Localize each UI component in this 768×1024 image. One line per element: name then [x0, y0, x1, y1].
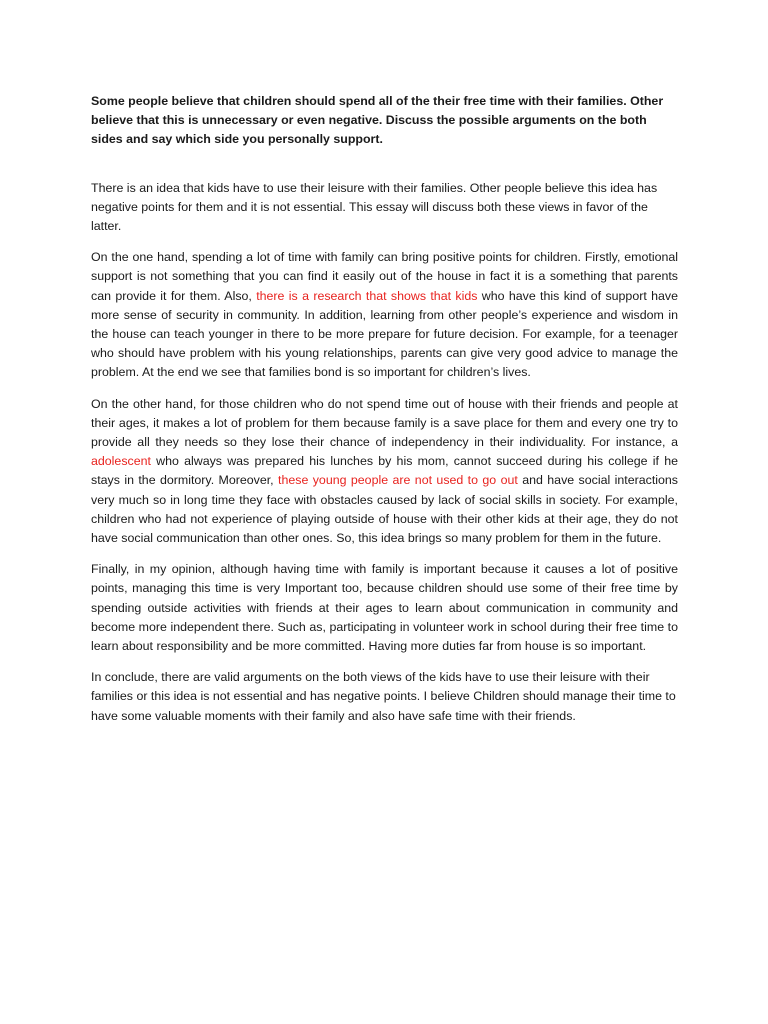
- paragraph-text: who have this kind of support have more sense of security in community. In addition, learning from other people’s experience and wisdom in the house can teach younger in there to be more prepare for future decision. For example, for a teenager who should have problem with his young relationships, parents can give very good advice to manage the problem. At the end we see that families bond is so important for children’s lives.: [91, 288, 678, 380]
- essay-paragraph: [91, 248, 678, 382]
- paragraph-text: and have social interactions very much so in long time they face with obstacles caused by lack of social skills in society. For example, children who had not experience of playing outside of house with their other kids at their age, they do not have social communication than other ones. So, this idea brings so many problem for them in the future.: [91, 473, 678, 546]
- essay-paragraph: [91, 668, 678, 726]
- paragraph-text: On the one hand, spending a lot of time with family can bring positive points for children. Firstly, emotional support is not something that you can find it easily out of the house in fact it is a something that parents can provide it for them. Also,: [91, 250, 678, 303]
- document-page: [91, 92, 678, 738]
- paragraph-text: There is an idea that kids have to use their leisure with their families. Other people believe this idea has negative points for them and it is not essential. This essay will discuss both these views in favor of the latter.: [91, 180, 658, 234]
- paragraph-text: On the other hand, for those children who do not spend time out of house with their friends and people at their ages, it makes a lot of problem for them because family is a save place for them and every one try to provide all they needs so they lose their chance of independency in their individuality. For instance, a: [91, 396, 678, 450]
- essay-paragraph: [91, 395, 678, 549]
- paragraph-text: In conclude, there are valid arguments on the both views of the kids have to use their leisure with their families or this idea is not essential and has negative points. I believe Children should manage their time to have some valuable moments with their family and also have safe time with their friends.: [91, 670, 676, 723]
- essay-prompt: Some people believe that children should spend all of the their free time with their families. Other believe that this is unnecessary or even negative. Discuss the possible arguments on the both sides and say which side you personally support.: [91, 94, 664, 147]
- essay-paragraph: [91, 560, 678, 656]
- paragraph-text: Finally, in my opinion, although having time with family is important because it causes a lot of positive points, managing this time is very Important too, because children should use some of their free time by spending outside activities with friends at their ages to learn about communication in community and become more independent there. Such as, participating in volunteer work in school during their free time to learn about responsibility and be more committed. Having more duties far from house is so important.: [91, 562, 678, 654]
- essay-body: [91, 179, 678, 726]
- highlighted-text: there is a research that shows that kids: [256, 288, 478, 303]
- paragraph-text: who always was prepared his lunches by his mom, cannot succeed during his college if he stays in the dormitory. Moreover,: [91, 454, 678, 488]
- highlighted-text: adolescent: [91, 454, 151, 469]
- essay-paragraph: [91, 179, 678, 237]
- highlighted-text: these young people are not used to go out: [278, 473, 518, 488]
